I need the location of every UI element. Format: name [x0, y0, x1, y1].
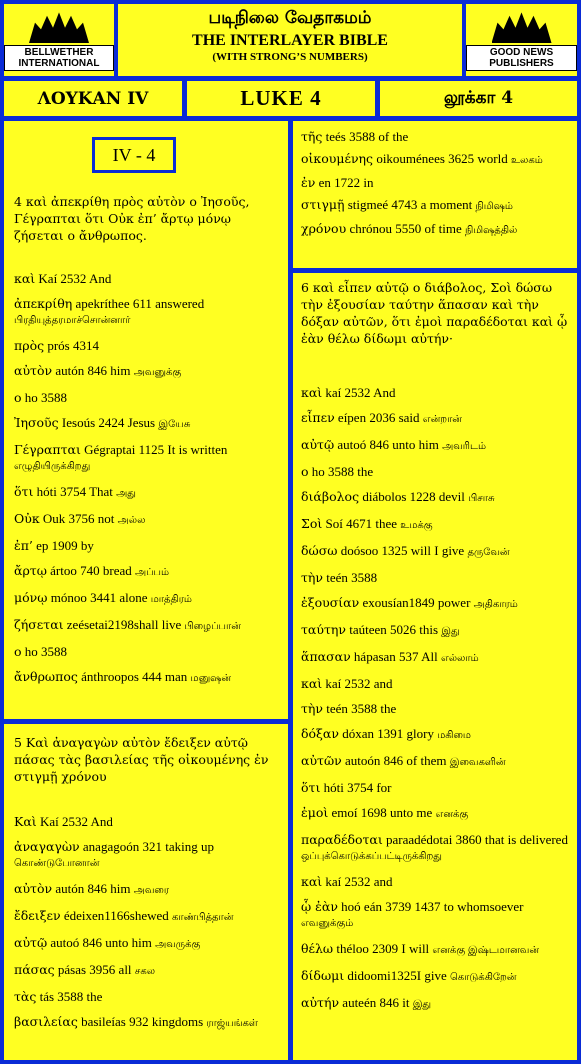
tamil-gloss: எனக்கு	[435, 809, 469, 820]
word-entry	[301, 197, 571, 214]
tamil-gloss: அது	[116, 488, 136, 499]
word-entry	[301, 221, 571, 238]
translit-strong-gloss: hápasan 537 All	[350, 649, 441, 664]
greek-word: τὴν	[301, 570, 324, 585]
title-subtitle: (WITH STRONG’S NUMBERS)	[212, 51, 368, 63]
word-entry	[14, 390, 282, 405]
bellwether-logo-text: BELLWETHER INTERNATIONAL	[4, 45, 114, 71]
translit-strong-gloss: tás 3588 the	[36, 989, 103, 1004]
word-entry	[14, 271, 282, 286]
greek-word: Οὐκ	[14, 511, 40, 526]
word-entry	[301, 780, 571, 795]
tamil-gloss: அப்பம்	[135, 567, 170, 578]
tamil-gloss: உலகம்	[510, 155, 543, 166]
translit-strong-gloss: Gégraptai 1125 It is written	[80, 442, 228, 457]
translit-strong-gloss: dóxan 1391 glory	[338, 726, 438, 741]
greek-word: ἄρτῳ	[14, 563, 47, 578]
greek-word: διάβολος	[301, 489, 360, 504]
translit-strong-gloss: oikouménees 3625 world	[373, 151, 511, 166]
tamil-gloss: மனுஷன்	[190, 673, 232, 684]
word-entry	[301, 622, 571, 639]
word-entry	[301, 701, 571, 716]
greek-word: ο	[14, 390, 22, 405]
translit-strong-gloss: hóti 3754 That	[33, 484, 117, 499]
translit-strong-gloss: apekríthee 611 answered	[72, 296, 205, 311]
translit-strong-gloss: Kaí 2532 And	[35, 271, 112, 286]
translit-strong-gloss: édeixen1166shewed	[60, 908, 173, 923]
translit-strong-gloss: diábolos 1228 devil	[359, 489, 469, 504]
word-entry	[14, 484, 282, 501]
translit-strong-gloss: doósoo 1325 will I give	[337, 543, 468, 558]
word-entry	[301, 489, 571, 506]
tamil-gloss: மகிமை	[437, 730, 471, 741]
verse5-word-list	[14, 814, 282, 1041]
translit-strong-gloss: ho 3588	[21, 644, 68, 659]
verse5-continued-word-list	[301, 129, 571, 245]
word-entry	[301, 753, 571, 770]
translit-strong-gloss: autón 846 him	[52, 363, 134, 378]
tamil-gloss: அவரை	[133, 885, 170, 896]
tower-icon	[29, 9, 89, 43]
translit-strong-gloss: ánthroopos 444 man	[77, 669, 191, 684]
verse4-text: 4 καὶ ἀπεκρίθη πρὸς αὐτὸν ο Ἰησοῦς, Γέγραπται ὅτι Οὐκ ἐπ’ ἄρτῳ μόνῳ ζήσεται ο ἄνθρωπος.	[14, 194, 250, 243]
translit-strong-gloss: teén 3588 the	[323, 701, 397, 716]
greek-word: ζήσεται	[14, 617, 64, 632]
translit-strong-gloss: ep 1909 by	[32, 538, 94, 553]
verse6-panel	[293, 273, 577, 1060]
tamil-gloss: எனக்கு இஷ்டமானவன்	[432, 945, 540, 956]
tamil-gloss: உமக்கு	[400, 520, 433, 531]
translit-strong-gloss: Soí 4671 thee	[322, 516, 401, 531]
greek-word: τῆς	[301, 129, 323, 144]
greek-word: πρὸς	[14, 338, 45, 353]
greek-word: αὐτὸν	[14, 363, 53, 378]
verse6-text: 6 καὶ εἶπεν αὐτῷ ο διάβολος, Σοὶ δώσω τὴν ἐξουσίαν ταύτην ἅπασαν καὶ τὴν δόξαν αὐτῶν, ὅτι ἐμοὶ παραδέδοται καὶ ᾧ ἐὰν θέλω δίδωμι αὐτήν·	[301, 280, 568, 346]
word-entry	[301, 175, 571, 190]
word-entry	[14, 644, 282, 659]
word-entry	[301, 941, 571, 958]
translit-strong-gloss: didoomi1325I give	[344, 968, 450, 983]
greek-word: δίδωμι	[301, 968, 345, 983]
book-tamil: லூக்கா 4	[380, 81, 577, 116]
translit-strong-gloss: emoí 1698 unto me	[328, 805, 436, 820]
tamil-gloss: என்றான்	[422, 414, 462, 425]
bellwether-logo	[4, 4, 114, 76]
word-entry	[14, 962, 282, 979]
greek-word: ταύτην	[301, 622, 346, 637]
tamil-gloss: பிரதியுத்தரமாச்சொன்னார்	[14, 315, 131, 326]
good-news-logo	[466, 4, 577, 76]
translit-strong-gloss: chrónou 5550 of time	[346, 221, 465, 236]
greek-word: ἔδειξεν	[14, 908, 61, 923]
translit-strong-gloss: kaí 2532 and	[322, 874, 393, 889]
translit-strong-gloss: autoó 846 unto him	[334, 437, 443, 452]
translit-strong-gloss: auteén 846 it	[339, 995, 413, 1010]
translit-strong-gloss: autoón 846 of them	[341, 753, 450, 768]
translit-strong-gloss: ártoo 740 bread	[46, 563, 135, 578]
tamil-gloss: அதிகாரம்	[473, 599, 518, 610]
tamil-gloss: இவைகளின்	[449, 757, 506, 768]
tamil-gloss: நிமிஷம்	[475, 201, 513, 212]
chapter-label: IV - 4	[92, 137, 176, 173]
greek-word: αὐτὸν	[14, 881, 53, 896]
greek-word: εἶπεν	[301, 410, 335, 425]
tamil-gloss: கொண்டுபோனான்	[14, 858, 100, 869]
word-entry	[301, 995, 571, 1012]
word-entry	[14, 881, 282, 898]
greek-word: τὰς	[14, 989, 37, 1004]
greek-word: χρόνου	[301, 221, 347, 236]
greek-word: ἅπασαν	[301, 649, 351, 664]
word-entry	[301, 649, 571, 666]
greek-word: αὐτῶν	[301, 753, 342, 768]
greek-word: δόξαν	[301, 726, 339, 741]
tamil-gloss: எல்லாம்	[440, 653, 479, 664]
tamil-gloss: இது	[441, 626, 460, 637]
greek-word: πάσας	[14, 962, 55, 977]
translit-strong-gloss: autoó 846 unto him	[47, 935, 156, 950]
word-entry	[301, 726, 571, 743]
tamil-gloss: சகல	[134, 966, 156, 977]
word-entry	[14, 338, 282, 353]
greek-word: στιγμῇ	[301, 197, 345, 212]
word-entry	[14, 511, 282, 528]
translit-strong-gloss: teés 3588 of the	[322, 129, 409, 144]
word-entry	[14, 814, 282, 829]
greek-word: Ἰησοῦς	[14, 415, 59, 430]
translit-strong-gloss: ho 3588 the	[308, 464, 374, 479]
translit-strong-gloss: taúteen 5026 this	[345, 622, 442, 637]
tamil-gloss: நிமிஷத்தில்	[464, 225, 518, 236]
greek-word: ἐμοὶ	[301, 805, 329, 820]
translit-strong-gloss: prós 4314	[44, 338, 99, 353]
tamil-gloss: அவருக்கு	[155, 939, 201, 950]
greek-word: καὶ	[301, 676, 323, 691]
translit-strong-gloss: zeésetai2198shall live	[63, 617, 185, 632]
word-entry	[14, 363, 282, 380]
verse5-panel	[4, 724, 288, 1060]
title-english: THE INTERLAYER BIBLE	[192, 32, 388, 49]
greek-word: ἐν	[301, 175, 316, 190]
title-tamil: படிநிலை வேதாகமம்	[208, 8, 372, 28]
word-entry	[14, 1014, 282, 1031]
greek-word: ἀπεκρίθη	[14, 296, 73, 311]
translit-strong-gloss: théloo 2309 I will	[333, 941, 433, 956]
book-greek: ΛΟΥΚΑΝ IV	[4, 81, 182, 116]
greek-word: δώσω	[301, 543, 338, 558]
tamil-gloss: எழுதியிருக்கிறது	[14, 461, 91, 472]
word-entry	[14, 563, 282, 580]
tamil-gloss: இயேசு	[158, 419, 191, 430]
translit-strong-gloss: teén 3588	[323, 570, 378, 585]
tamil-gloss: அல்ல	[117, 515, 146, 526]
word-entry	[14, 415, 282, 432]
word-entry	[301, 968, 571, 985]
translit-strong-gloss: ho 3588	[21, 390, 68, 405]
good-news-logo-text: GOOD NEWS PUBLISHERS	[466, 45, 577, 71]
word-entry	[14, 617, 282, 634]
word-entry	[301, 129, 571, 144]
tamil-gloss: அவனுக்கு	[133, 367, 182, 378]
translit-strong-gloss: Kaí 2532 And	[36, 814, 113, 829]
word-entry	[301, 410, 571, 427]
word-entry	[301, 595, 571, 612]
translit-strong-gloss: hoó eán 3739 1437 to whomsoever	[337, 899, 524, 914]
tamil-gloss: இது	[412, 999, 432, 1010]
greek-word: οἰκουμένης	[301, 151, 374, 166]
translit-strong-gloss: stigmeé 4743 a moment	[344, 197, 476, 212]
translit-strong-gloss: eípen 2036 said	[334, 410, 423, 425]
greek-word: αὐτήν	[301, 995, 340, 1010]
greek-word: θέλω	[301, 941, 334, 956]
tamil-gloss: ஒப்புக்கொடுக்கப்பட்டிருக்கிறது	[301, 851, 442, 862]
word-entry	[301, 543, 571, 560]
greek-word: καὶ	[301, 385, 323, 400]
greek-word: ὅτι	[14, 484, 34, 499]
word-entry	[14, 590, 282, 607]
word-entry	[301, 516, 571, 533]
tamil-gloss: மாத்திரம்	[150, 594, 192, 605]
word-entry	[14, 538, 282, 553]
translit-strong-gloss: Iesoús 2424 Jesus	[58, 415, 159, 430]
word-entry	[301, 899, 571, 931]
tower-icon	[492, 9, 552, 43]
verse5-continued-panel	[293, 121, 577, 268]
word-entry	[301, 676, 571, 691]
greek-word: καὶ	[301, 874, 323, 889]
translit-strong-gloss: basileías 932 kingdoms	[77, 1014, 207, 1029]
greek-word: μόνῳ	[14, 590, 48, 605]
word-entry	[14, 669, 282, 686]
greek-word: τὴν	[301, 701, 324, 716]
greek-word: ᾧ ἐὰν	[301, 899, 338, 914]
word-entry	[301, 437, 571, 454]
translit-strong-gloss: Ouk 3756 not	[39, 511, 118, 526]
tamil-gloss: அவரிடம்	[442, 441, 487, 452]
translit-strong-gloss: pásas 3956 all	[54, 962, 135, 977]
greek-word: ο	[301, 464, 309, 479]
verse6-word-list	[301, 385, 571, 1022]
greek-word: ἀναγαγὼν	[14, 839, 80, 854]
translit-strong-gloss: hóti 3754 for	[320, 780, 392, 795]
greek-word: καὶ	[14, 271, 36, 286]
greek-word: ὅτι	[301, 780, 321, 795]
translit-strong-gloss: autón 846 him	[52, 881, 134, 896]
translit-strong-gloss: exousían1849 power	[359, 595, 474, 610]
word-entry	[301, 385, 571, 400]
word-entry	[301, 151, 571, 168]
greek-word: ἐπ’	[14, 538, 33, 553]
word-entry	[14, 839, 282, 871]
greek-word: Σοὶ	[301, 516, 323, 531]
verse5-text: 5 Καὶ ἀναγαγὼν αὐτὸν ἔδειξεν αὐτῷ πάσας τὰς βασιλείας τῆς οἰκουμένης ἐν στιγμῇ χρόνου	[14, 735, 269, 784]
tamil-gloss: பிசாசு	[468, 493, 495, 504]
verse4-word-list	[14, 271, 282, 696]
word-entry	[301, 464, 571, 479]
tamil-gloss: பிழைப்பான்	[184, 621, 241, 632]
translit-strong-gloss: paraadédotai 3860 that is delivered	[382, 832, 568, 847]
word-entry	[14, 908, 282, 925]
greek-word: αὐτῷ	[301, 437, 335, 452]
translit-strong-gloss: anagagoón 321 taking up	[79, 839, 214, 854]
word-entry	[14, 296, 282, 328]
greek-word: Γέγραπται	[14, 442, 81, 457]
word-entry	[301, 832, 571, 864]
word-entry	[14, 442, 282, 474]
word-entry	[14, 989, 282, 1004]
word-entry	[301, 570, 571, 585]
greek-word: βασιλείας	[14, 1014, 78, 1029]
greek-word: ο	[14, 644, 22, 659]
verse4-panel	[4, 121, 288, 719]
translit-strong-gloss: kaí 2532 and	[322, 676, 393, 691]
translit-strong-gloss: en 1722 in	[315, 175, 374, 190]
greek-word: αὐτῷ	[14, 935, 48, 950]
greek-word: Καὶ	[14, 814, 37, 829]
tamil-gloss: தருவேன்	[467, 547, 510, 558]
word-entry	[301, 805, 571, 822]
greek-word: ἐξουσίαν	[301, 595, 360, 610]
tamil-gloss: எவனுக்கும்	[301, 918, 354, 929]
tamil-gloss: கொடுக்கிறேன்	[449, 972, 517, 983]
tamil-gloss: காண்பித்தான்	[172, 912, 234, 923]
greek-word: ἄνθρωπος	[14, 669, 78, 684]
title-block	[118, 4, 462, 76]
tamil-gloss: ராஜ்யங்கள்	[206, 1018, 258, 1029]
word-entry	[14, 935, 282, 952]
translit-strong-gloss: kaí 2532 And	[322, 385, 396, 400]
book-english: LUKE 4	[187, 81, 375, 116]
word-entry	[301, 874, 571, 889]
greek-word: παραδέδοται	[301, 832, 383, 847]
translit-strong-gloss: mónoo 3441 alone	[47, 590, 151, 605]
